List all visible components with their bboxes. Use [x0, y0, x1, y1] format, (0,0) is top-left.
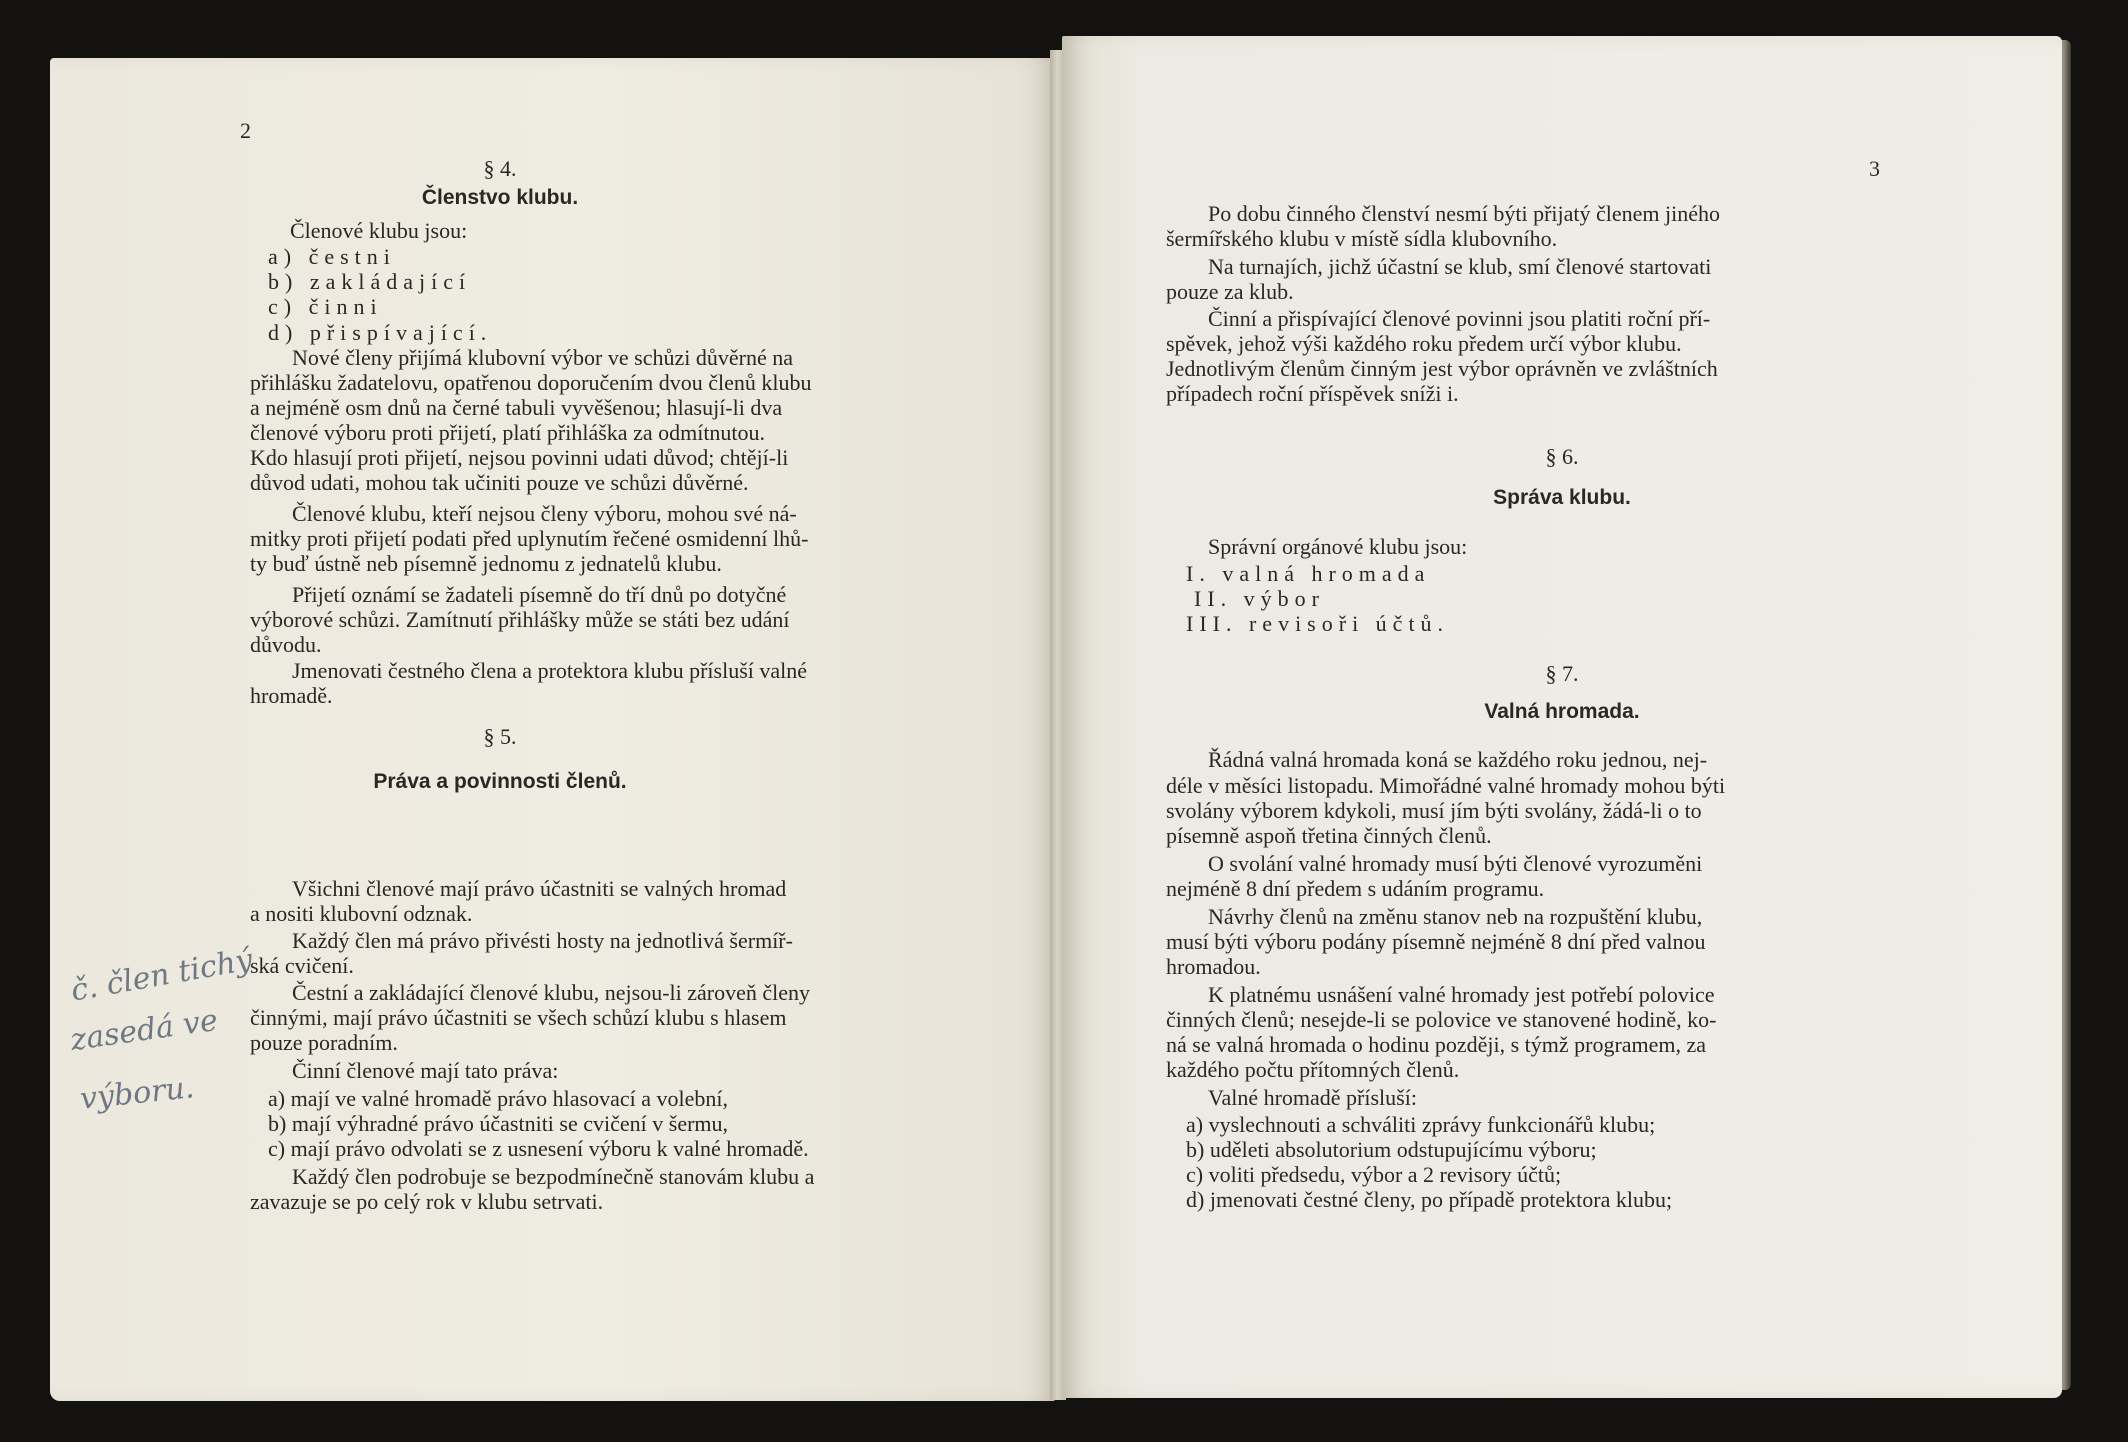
list-item: I. valná hromada: [1186, 561, 1431, 586]
right-page: [1062, 36, 2062, 1398]
list-item: a) vyslechnouti a schváliti zprávy funkcionářů klubu;: [1186, 1112, 1656, 1137]
text-line: Členové klubu jsou:: [290, 218, 468, 243]
text-line: Přijetí oznámí se žadateli písemně do tří dnů po dotyčné: [292, 582, 787, 607]
list-item: d) jmenovati čestné členy, po případě protektora klubu;: [1186, 1187, 1673, 1212]
text-line: Činní členové mají tato práva:: [292, 1058, 559, 1083]
text-line: každého počtu přítomných členů.: [1166, 1057, 1460, 1082]
text-line: činnými, mají právo účastniti se všech schůzí klubu s hlasem: [250, 1005, 787, 1030]
text-line: a nejméně osm dnů na černé tabuli vyvěšenou; hlasují-li dva: [250, 395, 783, 420]
section-number: § 7.: [1545, 661, 1579, 686]
text-line: činných členů; nesejde-li se polovice ve stanovené hodině, ko-: [1166, 1007, 1717, 1032]
page-number: 2: [240, 118, 251, 143]
section-title: Valná hromada.: [1484, 700, 1640, 723]
text-line: O svolání valné hromady musí býti členové vyrozuměni: [1208, 851, 1703, 876]
text-line: důvod udati, mohou tak učiniti pouze ve schůzi důvěrné.: [250, 470, 749, 495]
left-page: [50, 58, 1055, 1401]
text-line: Nové členy přijímá klubovní výbor ve schůzi důvěrné na: [292, 345, 793, 370]
list-item: a) mají ve valné hromadě právo hlasovací a volební,: [268, 1086, 728, 1111]
list-item: II. výbor: [1194, 586, 1325, 611]
text-line: důvodu.: [250, 632, 322, 657]
handwritten-note-line: zasedá ve: [68, 1002, 220, 1059]
section-title: Práva a povinnosti členů.: [373, 770, 627, 793]
text-line: hromadou.: [1166, 954, 1261, 979]
list-item: c) mají právo odvolati se z usnesení výboru k valné hromadě.: [268, 1136, 809, 1161]
list-item: III. revisoři účtů.: [1186, 611, 1450, 636]
text-line: ská cvičení.: [250, 953, 354, 978]
text-line: Návrhy členů na změnu stanov neb na rozpuštění klubu,: [1208, 904, 1703, 929]
list-item: b) uděleti absolutorium odstupujícímu výboru;: [1186, 1137, 1597, 1162]
text-line: pouze za klub.: [1166, 279, 1294, 304]
list-item: a) čestni: [268, 244, 396, 269]
text-line: přihlášku žadatelovu, opatřenou doporučením dvou členů klubu: [250, 370, 812, 395]
handwritten-note-line: č. člen tichý: [68, 942, 256, 1009]
text-line: musí býti výboru podány písemně nejméně 8 dní před valnou: [1166, 929, 1706, 954]
section-title: Členstvo klubu.: [421, 186, 579, 209]
text-line: písemně aspoň třetina činných členů.: [1166, 823, 1492, 848]
text-line: Řádná valná hromada koná se každého roku jednou, nej-: [1208, 747, 1708, 772]
text-line: ná se valná hromada o hodinu později, s týmž programem, za: [1166, 1032, 1707, 1057]
list-item: b) zakládající: [268, 269, 472, 294]
section-title: Správa klubu.: [1493, 486, 1631, 509]
text-line: Každý člen podrobuje se bezpodmínečně stanovám klubu a: [292, 1164, 815, 1189]
text-line: nejméně 8 dní předem s udáním programu.: [1166, 876, 1545, 901]
text-line: K platnému usnášení valné hromady jest potřebí polovice: [1208, 982, 1715, 1007]
text-line: ty buď ústně neb písemně jednomu z jednatelů klubu.: [250, 551, 722, 576]
text-line: Čestní a zakládající členové klubu, nejsou-li zároveň členy: [292, 980, 811, 1005]
text-line: zavazuje se po celý rok v klubu setrvati.: [250, 1189, 604, 1214]
page-number: 3: [1869, 156, 1880, 181]
text-line: Činní a přispívající členové povinni jsou platiti roční pří-: [1208, 306, 1711, 331]
text-line: Jmenovati čestného člena a protektora klubu přísluší valné: [292, 658, 808, 683]
text-line: a nositi klubovní odznak.: [250, 901, 473, 926]
text-line: Všichni členové mají právo účastniti se valných hromad: [292, 876, 787, 901]
text-line: Správní orgánové klubu jsou:: [1208, 534, 1468, 559]
text-line: déle v měsíci listopadu. Mimořádné valné hromady mohou býti: [1166, 773, 1726, 798]
text-line: pouze poradním.: [250, 1030, 398, 1055]
text-line: Valné hromadě přísluší:: [1208, 1085, 1417, 1110]
text-line: případech roční příspěvek sníži i.: [1166, 381, 1459, 406]
list-item: c) činni: [268, 294, 383, 319]
text-line: Na turnajích, jichž účastní se klub, smí členové startovati: [1208, 254, 1712, 279]
text-line: šermířského klubu v místě sídla klubovního.: [1166, 226, 1558, 251]
list-item: d) přispívající.: [268, 320, 493, 345]
text-line: hromadě.: [250, 683, 333, 708]
text-line: členové výboru proti přijetí, platí přihláška za odmítnutou.: [250, 420, 766, 445]
text-line: Kdo hlasují proti přijetí, nejsou povinni udati důvod; chtějí-li: [250, 445, 789, 470]
text-line: spěvek, jehož výši každého roku předem určí výbor klubu.: [1166, 331, 1682, 356]
text-line: Jednotlivým členům činným jest výbor oprávněn ve zvláštních: [1166, 356, 1718, 381]
handwritten-note-line: výboru.: [78, 1070, 196, 1117]
text-line: mitky proti přijetí podati před uplynutím řečené osmidenní lhů-: [250, 526, 809, 551]
section-number: § 6.: [1545, 444, 1579, 469]
text-line: výborové schůzi. Zamítnutí přihlášky může se státi bez udání: [250, 607, 790, 632]
text-line: Členové klubu, kteří nejsou členy výboru, mohou své ná-: [292, 501, 797, 526]
text-line: Po dobu činného členství nesmí býti přijatý členem jiného: [1208, 201, 1721, 226]
list-item: b) mají výhradné právo účastniti se cvičení v šermu,: [268, 1111, 729, 1136]
section-number: § 4.: [483, 156, 517, 181]
text-line: Každý člen má právo přivésti hosty na jednotlivá šermíř-: [292, 928, 793, 953]
text-line: svolány výborem kdykoli, musí jím býti svolány, žádá-li o to: [1166, 798, 1702, 823]
list-item: c) voliti předsedu, výbor a 2 revisory účtů;: [1186, 1162, 1562, 1187]
section-number: § 5.: [483, 724, 517, 749]
